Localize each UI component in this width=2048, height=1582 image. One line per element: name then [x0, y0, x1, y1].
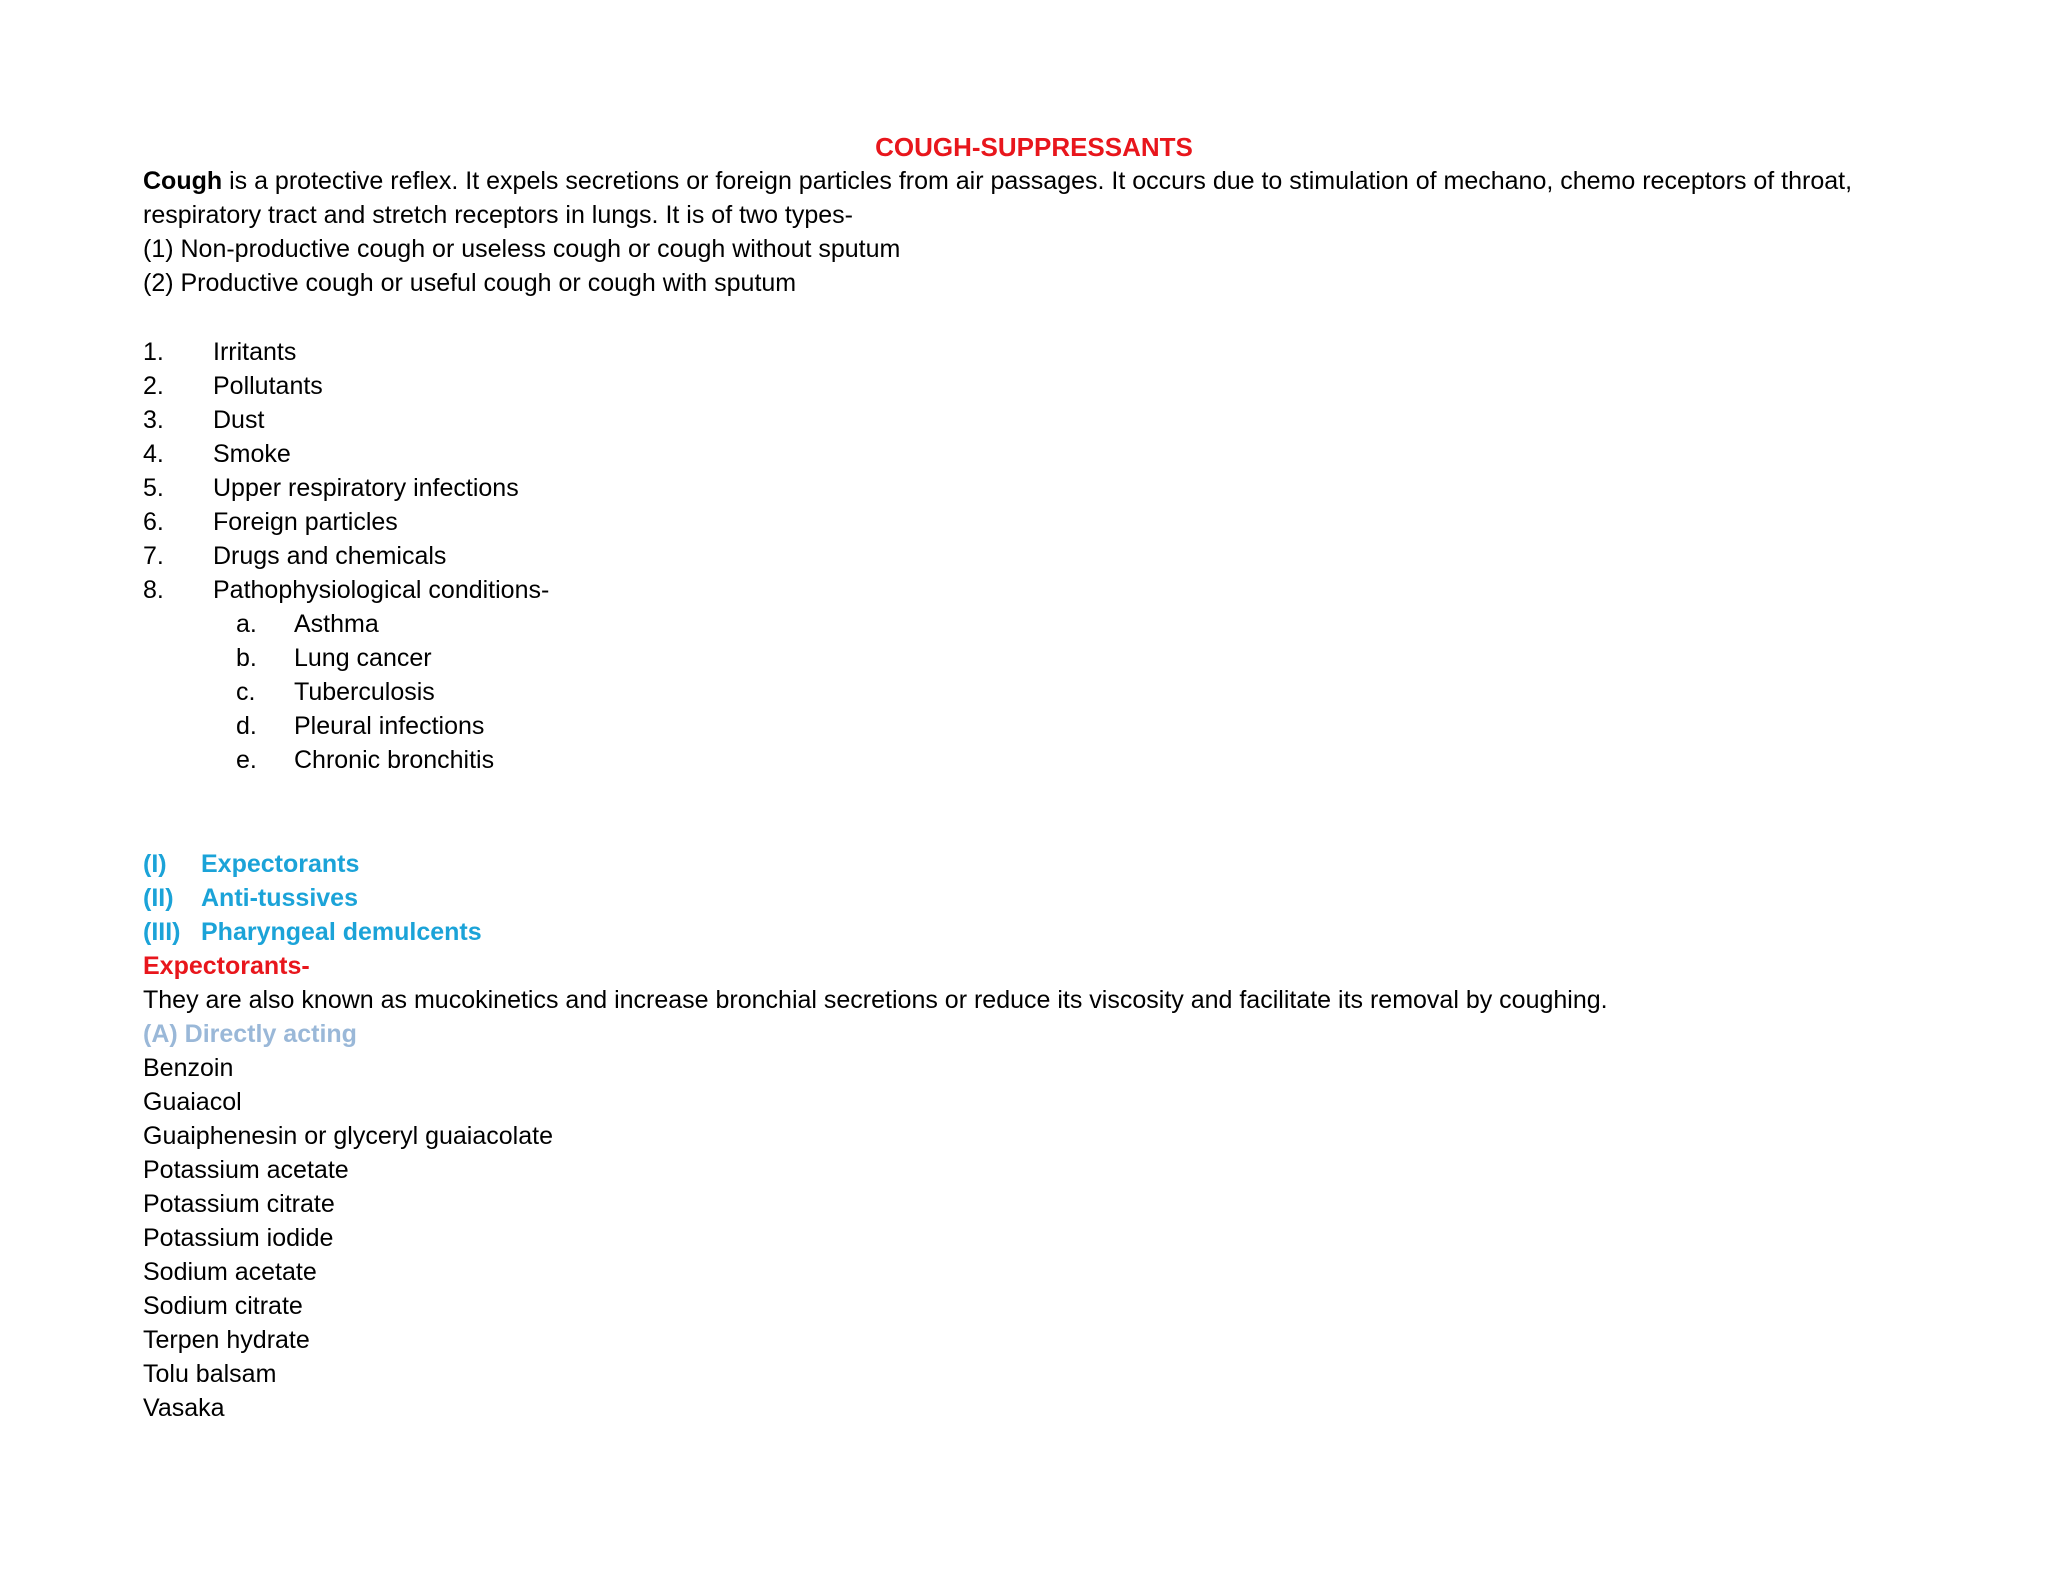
list-item-number: 4. — [143, 440, 164, 468]
list-item — [143, 369, 323, 403]
class-item-number: (I) — [143, 850, 167, 878]
drug-item: Terpen hydrate — [143, 1326, 310, 1354]
class-item-number: (II) — [143, 884, 174, 912]
class-item-expectorants — [143, 847, 359, 881]
page-title: COUGH-SUPPRESSANTS — [875, 132, 1193, 162]
expectorants-heading: Expectorants- — [143, 952, 310, 980]
list-item — [143, 471, 519, 505]
list-item — [143, 437, 291, 471]
list-item-text: Pollutants — [213, 372, 323, 400]
list-item-text: Upper respiratory infections — [213, 474, 519, 502]
sub-list-item-text: Tuberculosis — [294, 678, 435, 706]
intro-line-1-text: is a protective reflex. It expels secretions or foreign particles from air passages. It occurs due to stimulation of mechano, chemo receptors of throat, — [222, 167, 1853, 195]
directly-acting-subheading: (A) Directly acting — [143, 1020, 357, 1048]
list-item-text: Dust — [213, 406, 265, 434]
list-item-number: 6. — [143, 508, 164, 536]
sub-list-item-letter: d. — [236, 712, 257, 740]
sub-list-item — [236, 743, 494, 777]
list-item — [143, 403, 264, 437]
sub-list-item — [236, 641, 432, 675]
sub-list-item-text: Asthma — [294, 610, 379, 638]
class-item-number: (III) — [143, 918, 181, 946]
intro-bold-word: Cough — [143, 167, 223, 195]
list-item-number: 1. — [143, 338, 164, 366]
class-item-text: Anti-tussives — [201, 884, 358, 912]
sub-list-item-text: Pleural infections — [294, 712, 485, 740]
drug-item: Potassium acetate — [143, 1156, 349, 1184]
intro-line-1 — [143, 164, 1852, 198]
list-item — [143, 573, 549, 607]
class-item-text: Expectorants — [201, 850, 360, 878]
list-item-text: Smoke — [213, 440, 291, 468]
list-item-text: Irritants — [213, 338, 297, 366]
cough-type-2: (2) Productive cough or useful cough or cough with sputum — [143, 269, 797, 297]
sub-list-item — [236, 607, 379, 641]
drug-item: Benzoin — [143, 1054, 234, 1082]
list-item — [143, 539, 446, 573]
class-item-pharyngeal-demulcents — [143, 915, 482, 949]
list-item-text: Drugs and chemicals — [213, 542, 447, 570]
drug-item: Guaiacol — [143, 1088, 242, 1116]
intro-line-2: respiratory tract and stretch receptors in lungs. It is of two types- — [143, 201, 854, 229]
sub-list-item — [236, 709, 484, 743]
list-item-number: 5. — [143, 474, 164, 502]
list-item-number: 8. — [143, 576, 164, 604]
class-item-anti-tussives — [143, 881, 358, 915]
cough-type-1: (1) Non-productive cough or useless cough or cough without sputum — [143, 235, 901, 263]
drug-item: Vasaka — [143, 1394, 225, 1422]
list-item-number: 3. — [143, 406, 164, 434]
class-item-text: Pharyngeal demulcents — [201, 918, 482, 946]
drug-item: Tolu balsam — [143, 1360, 277, 1388]
list-item-number: 2. — [143, 372, 164, 400]
list-item — [143, 335, 296, 369]
sub-list-item-text: Chronic bronchitis — [294, 746, 495, 774]
drug-item: Potassium citrate — [143, 1190, 335, 1218]
expectorants-description: They are also known as mucokinetics and increase bronchial secretions or reduce its viscosity and facilitate its removal by coughing. — [143, 986, 1608, 1014]
drug-item: Sodium citrate — [143, 1292, 303, 1320]
sub-list-item — [236, 675, 435, 709]
sub-list-item-text: Lung cancer — [294, 644, 432, 672]
list-item — [143, 505, 398, 539]
sub-list-item-letter: b. — [236, 644, 257, 672]
list-item-text: Pathophysiological conditions- — [213, 576, 550, 604]
drug-item: Sodium acetate — [143, 1258, 317, 1286]
list-item-text: Foreign particles — [213, 508, 398, 536]
drug-item: Potassium iodide — [143, 1224, 334, 1252]
sub-list-item-letter: c. — [236, 678, 256, 706]
sub-list-item-letter: e. — [236, 746, 257, 774]
sub-list-item-letter: a. — [236, 610, 257, 638]
drug-item: Guaiphenesin or glyceryl guaiacolate — [143, 1122, 553, 1150]
list-item-number: 7. — [143, 542, 164, 570]
